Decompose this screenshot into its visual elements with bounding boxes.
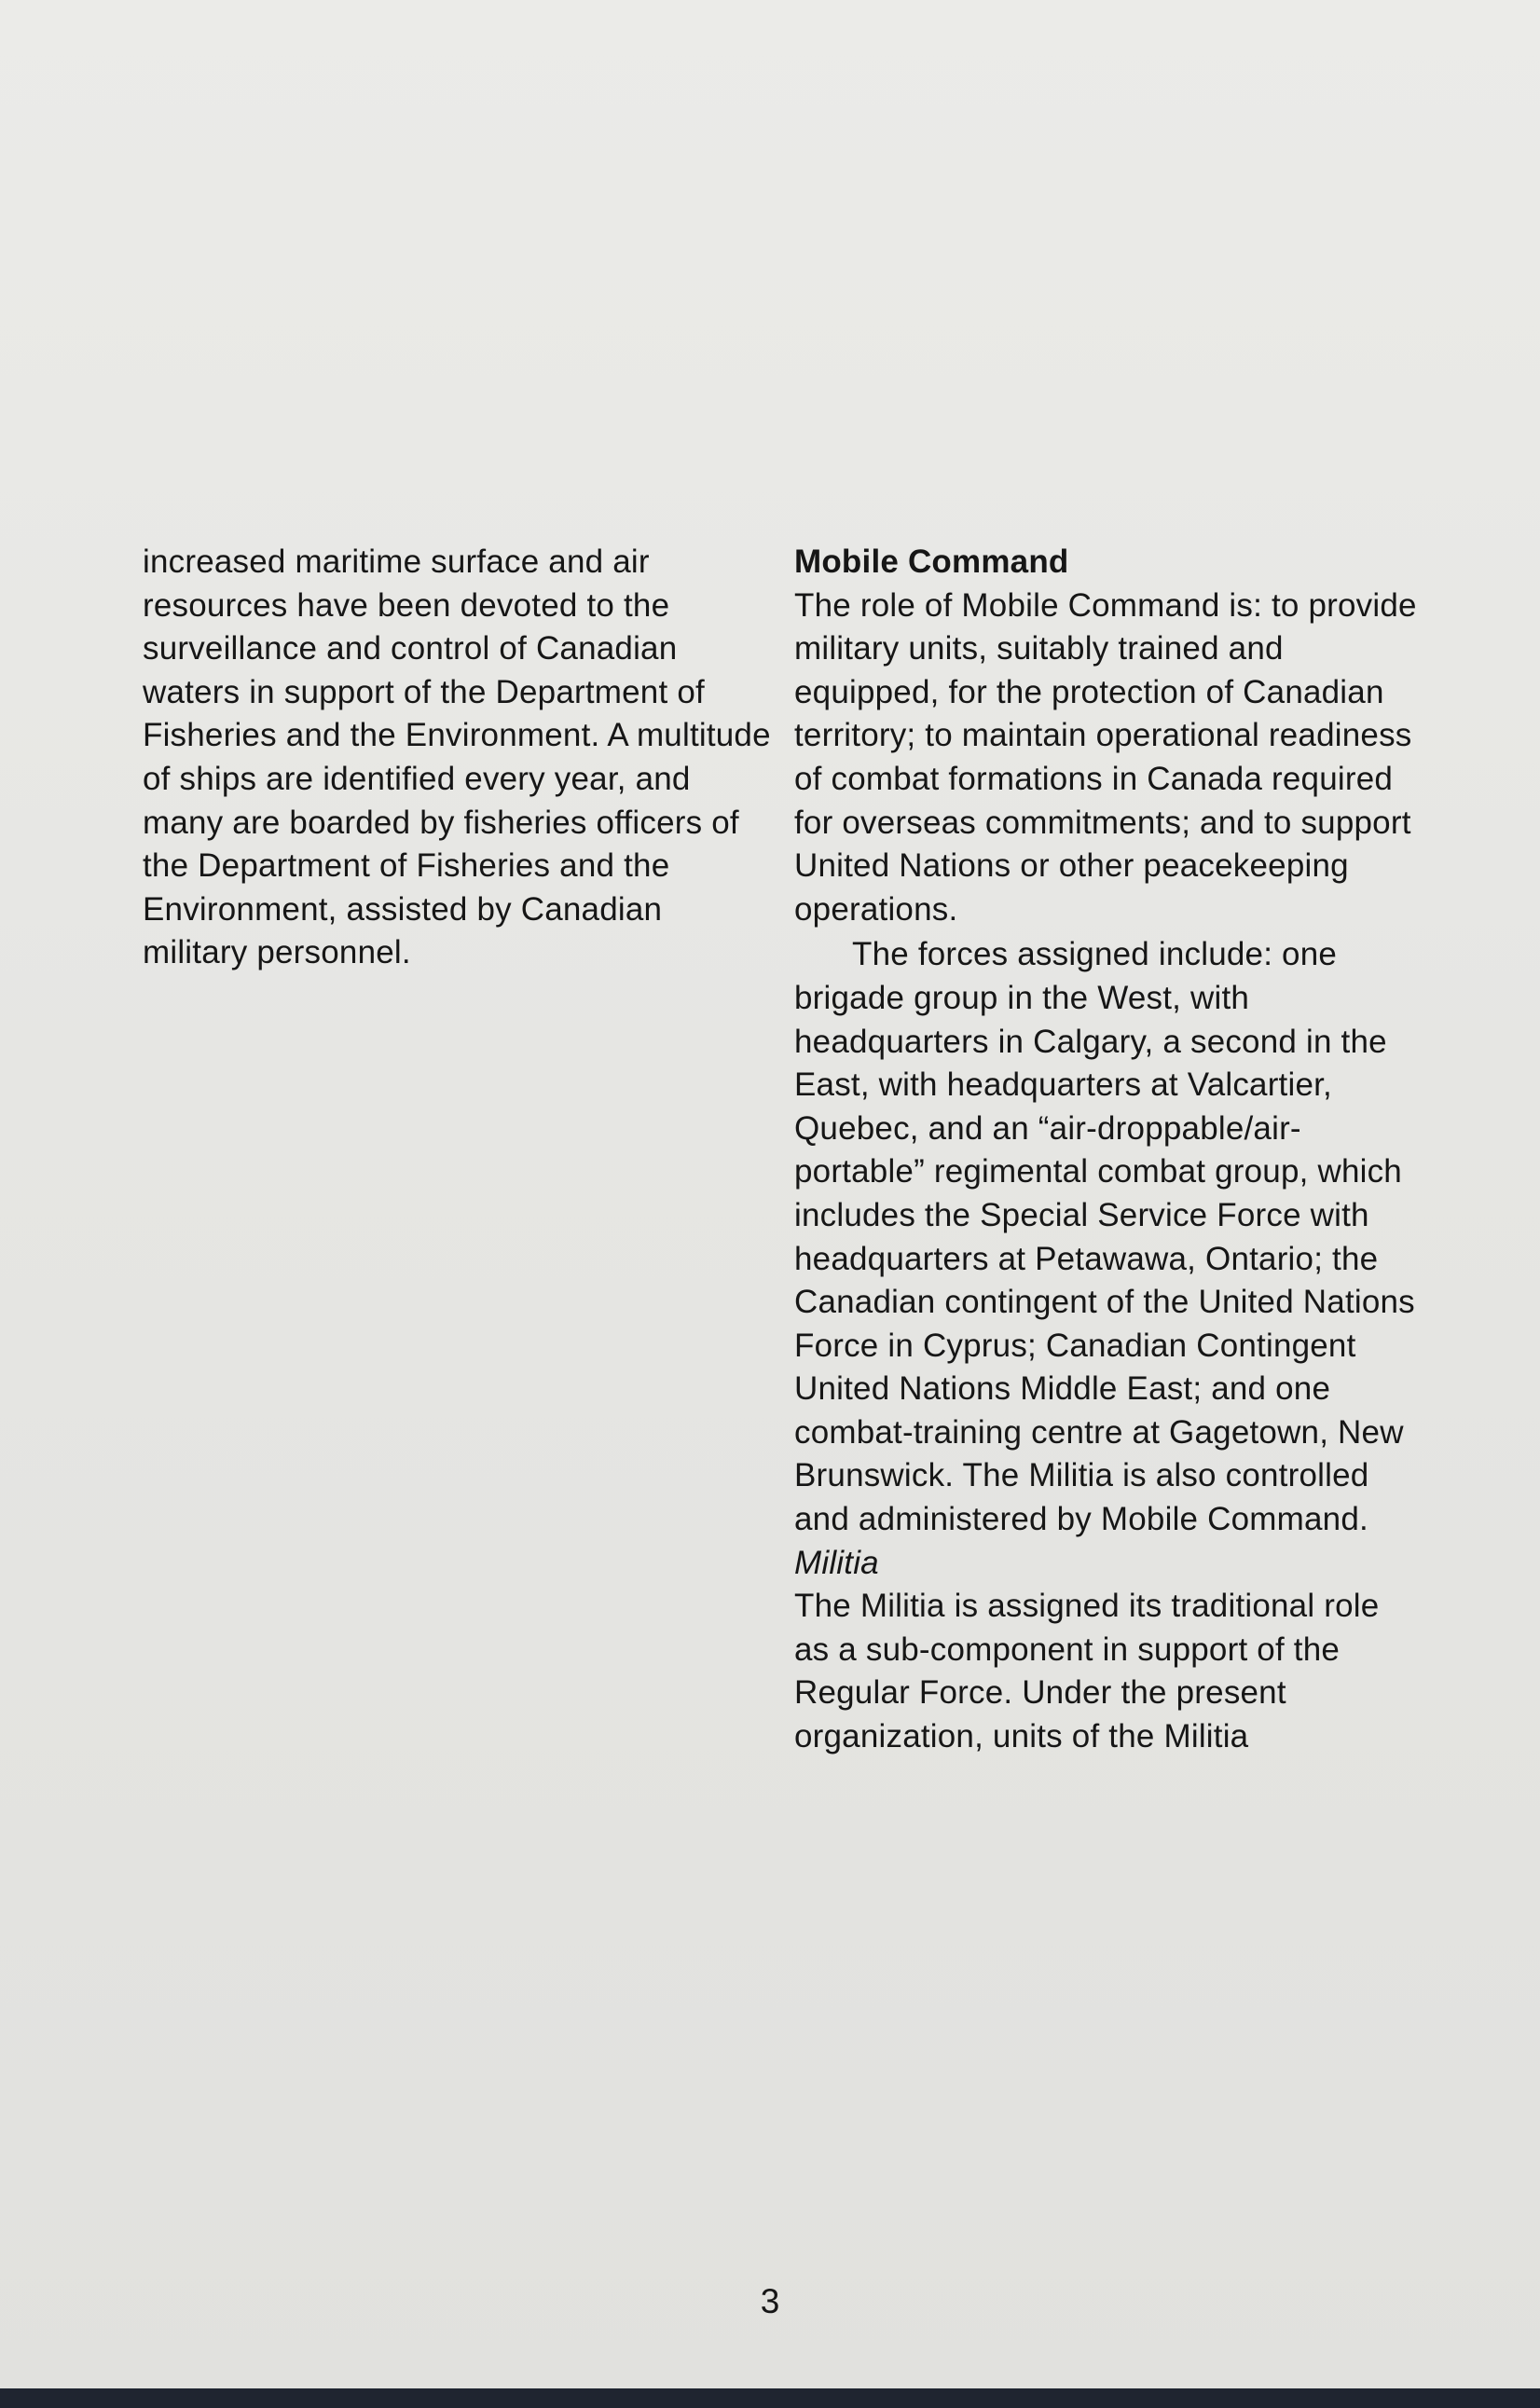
section-heading-mobile-command: Mobile Command <box>794 544 1069 580</box>
body-paragraph: The forces assigned include: one brigade group in the West, with headquarters in Calgary, a second in the East, with headquarters at Valcartier, Quebec, and an “air-droppable/air-portable” regimental combat group, which includes the Special Service Force with headquarters at Petawawa, Ontario; the Canadian contingent of the United Nations Force in Cyprus; Canadian Contingent United Nations Middle East; and one combat-training centre at Gagetown, New Brunswick. The Militia is also controlled and administered by Mobile Command. <box>794 936 1415 1538</box>
page-bottom-edge <box>0 2388 1540 2408</box>
left-column <box>143 541 772 975</box>
page-number: 3 <box>760 2282 780 2320</box>
body-paragraph: increased maritime surface and air resources have been devoted to the surveillance and control of Canadian waters in support of the Department of Fisheries and the Environment. A multitude of ships are identified every year, and many are boarded by fisheries officers of the Department of Fisheries and the Environment, assisted by Canadian military personnel. <box>143 544 771 971</box>
body-paragraph: The role of Mobile Command is: to provide military units, suitably trained and equipped, for the protection of Canadian territory; to maintain operational readiness of combat formations in Canada required for overseas commitments; and to support United Nations or other peacekeeping operations. <box>794 586 1417 928</box>
right-column <box>794 541 1417 1759</box>
section-heading-militia: Militia <box>794 1544 879 1581</box>
body-paragraph: The Militia is assigned its traditional role as a sub-component in support of the Regular Force. Under the present organization, units of the Militia <box>794 1588 1380 1755</box>
